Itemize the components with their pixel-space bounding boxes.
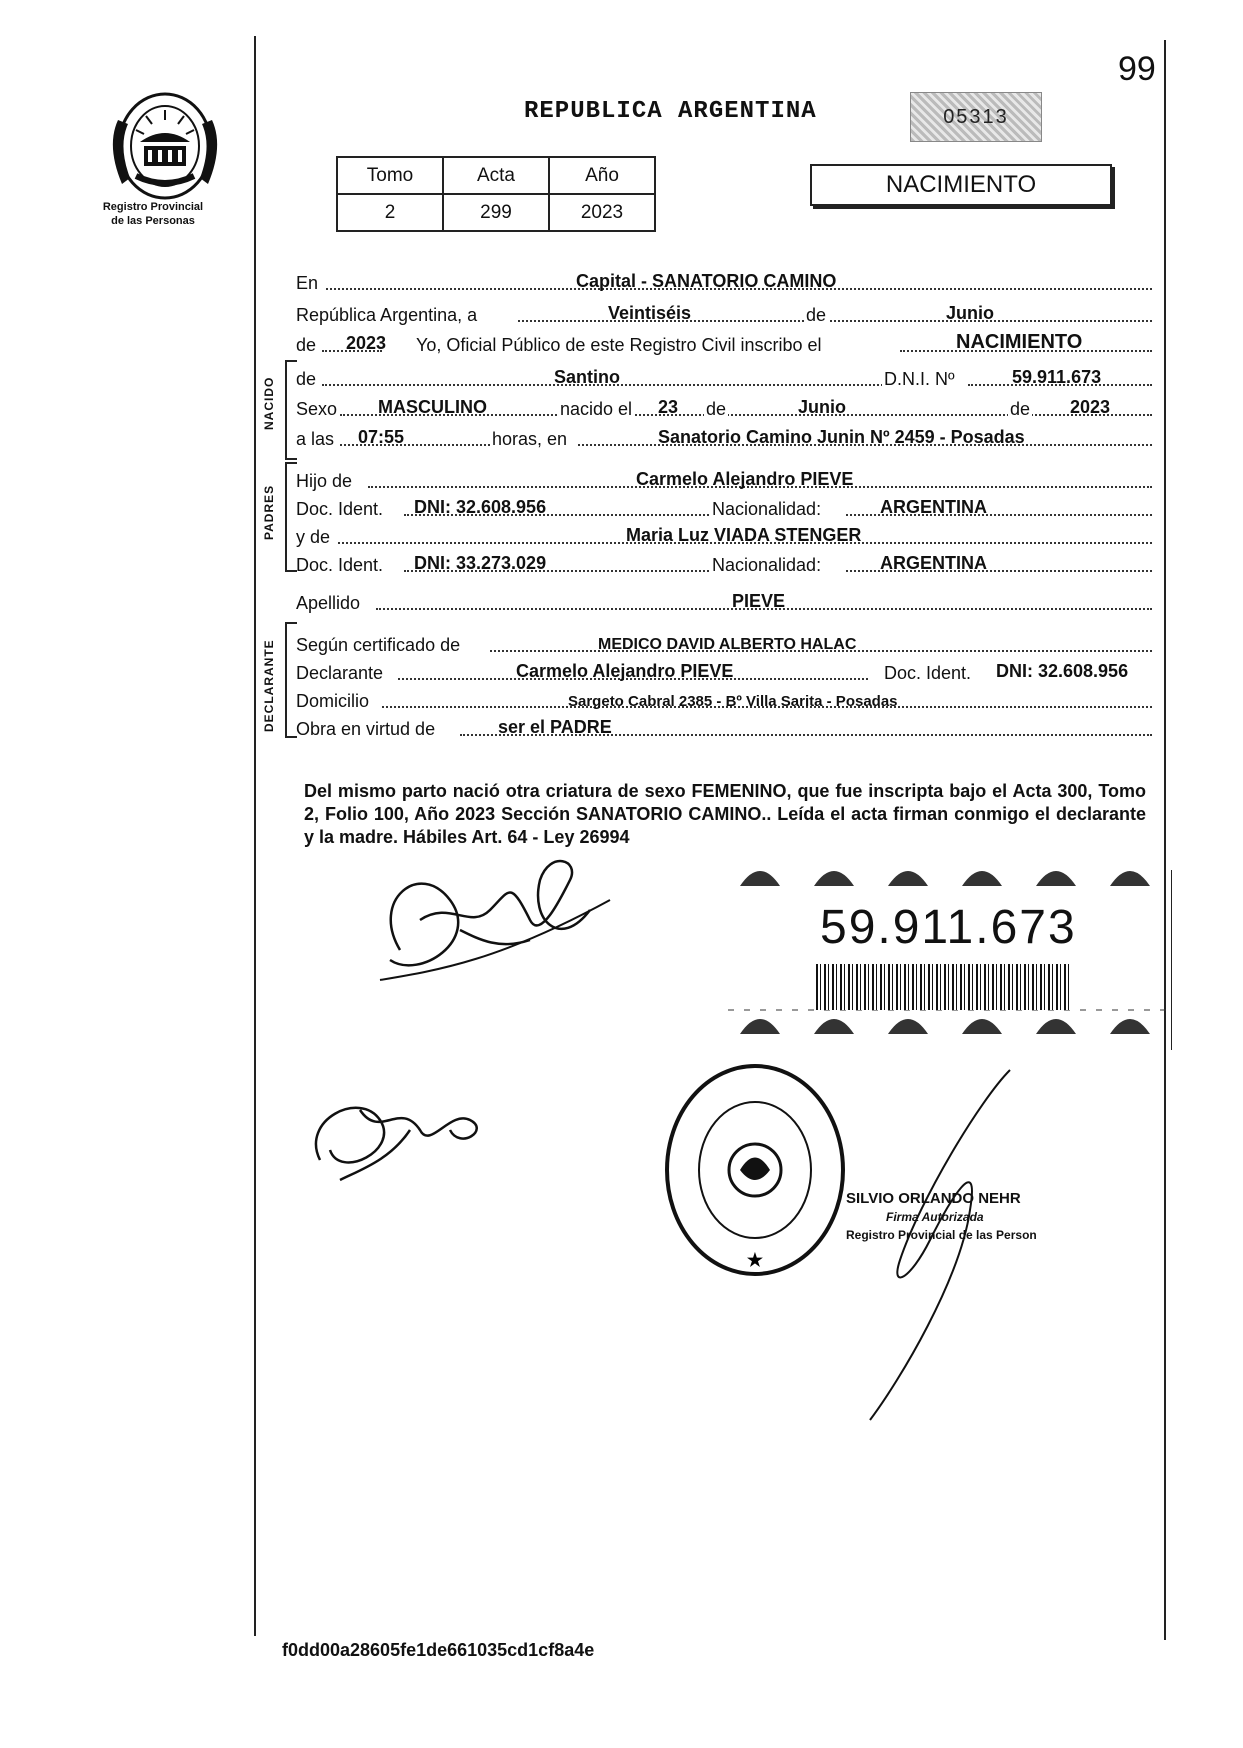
label-de3: de bbox=[296, 369, 317, 389]
registry-value-row bbox=[337, 194, 655, 231]
security-serial bbox=[910, 92, 1042, 142]
value-nac-mes: Junio bbox=[798, 397, 846, 417]
label-de5: de bbox=[1010, 399, 1031, 419]
value-declarante: Carmelo Alejandro PIEVE bbox=[516, 661, 734, 681]
document-hash: f0dd00a28605fe1de661035cd1cf8a4e bbox=[282, 1640, 595, 1660]
row-padre bbox=[296, 464, 1154, 492]
value-sexo: MASCULINO bbox=[378, 397, 487, 417]
row-fecha bbox=[296, 298, 1154, 326]
registry-header-row bbox=[337, 157, 655, 194]
label-hijo-de: Hijo de bbox=[296, 471, 353, 491]
registry-acta: 299 bbox=[443, 194, 549, 231]
label-y-de: y de bbox=[296, 527, 331, 547]
value-apellido: PIEVE bbox=[732, 591, 786, 611]
value-nac-dia: 23 bbox=[658, 397, 679, 417]
value-declarante-doc: DNI: 32.608.956 bbox=[996, 661, 1129, 681]
label-de2: de bbox=[296, 335, 317, 355]
serial-number: 05313 bbox=[943, 106, 1009, 128]
value-anio: 2023 bbox=[346, 333, 387, 353]
label-yo: Yo, Oficial Público de este Registro Civil inscribo el bbox=[416, 335, 822, 355]
registry-header-tomo: Tomo bbox=[337, 157, 443, 194]
official-role: Firma Autorizada bbox=[886, 1210, 984, 1224]
issuer-caption bbox=[88, 200, 218, 228]
row-hora bbox=[296, 422, 1154, 450]
registry-anio: 2023 bbox=[549, 194, 655, 231]
label-doc-ident-2: Doc. Ident. bbox=[296, 555, 384, 575]
row-nombre bbox=[296, 362, 1154, 390]
value-dni: 59.911.673 bbox=[1012, 367, 1102, 387]
label-nacido-el: nacido el bbox=[560, 399, 633, 419]
row-madre bbox=[296, 520, 1154, 548]
official-name: SILVIO ORLANDO NEHR bbox=[846, 1190, 1021, 1207]
value-nac-anio: 2023 bbox=[1070, 397, 1111, 417]
registry-table bbox=[336, 156, 656, 232]
row-certificado bbox=[296, 628, 1154, 656]
row-apellido bbox=[296, 586, 1154, 614]
section-declarante: DECLARANTE bbox=[262, 639, 276, 732]
value-madre-nac: ARGENTINA bbox=[880, 553, 987, 573]
document-type-box: NACIMIENTO bbox=[810, 164, 1112, 206]
label-doc-ident: Doc. Ident. bbox=[296, 499, 384, 519]
barcode bbox=[816, 964, 1072, 1010]
value-padre: Carmelo Alejandro PIEVE bbox=[636, 469, 854, 489]
value-madre-doc: DNI: 33.273.029 bbox=[414, 553, 547, 573]
label-a-las: a las bbox=[296, 429, 335, 449]
official-signature bbox=[360, 840, 630, 995]
registry-header-anio: Año bbox=[549, 157, 655, 194]
security-id-strip bbox=[728, 860, 1172, 1050]
id-number-printed: 59.911.673 bbox=[820, 901, 1077, 954]
label-obra: Obra en virtud de bbox=[296, 719, 436, 739]
value-mes: Junio bbox=[946, 303, 994, 323]
observations-note: Del mismo parto nació otra criatura de sexo FEMENINO, que fue inscripta bajo el Acta 300, Tomo 2, Folio 100, Año 2023 Sección SANATORIO CAMINO.. Leída el acta firman conmigo el declarante y la madre. Hábiles Art. 64 - Ley 26994 bbox=[304, 781, 1146, 847]
label-doc-ident-3: Doc. Ident. bbox=[884, 663, 972, 683]
label-dni: D.N.I. Nº bbox=[884, 369, 955, 389]
registry-tomo: 2 bbox=[337, 194, 443, 231]
label-en: En bbox=[296, 273, 319, 293]
authorized-signature bbox=[860, 1060, 1060, 1445]
label-declarante: Declarante bbox=[296, 663, 384, 683]
section-padres: PADRES bbox=[262, 484, 276, 540]
value-nombre: Santino bbox=[554, 367, 620, 387]
declarant-signature bbox=[300, 1070, 500, 1195]
registry-header-acta: Acta bbox=[443, 157, 549, 194]
label-nacionalidad: Nacionalidad: bbox=[712, 499, 822, 519]
value-dia: Veintiséis bbox=[608, 303, 692, 323]
label-republica: República Argentina, a bbox=[296, 305, 478, 325]
label-nacionalidad-2: Nacionalidad: bbox=[712, 555, 822, 575]
value-lugar-nac: Sanatorio Camino Junin Nº 2459 - Posadas bbox=[658, 427, 1025, 447]
label-de: de bbox=[806, 305, 827, 325]
svg-text:★: ★ bbox=[746, 1250, 764, 1270]
row-madre-doc bbox=[296, 548, 1154, 576]
official-stamp bbox=[660, 1060, 850, 1285]
label-domicilio: Domicilio bbox=[296, 691, 370, 711]
country-title: REPUBLICA ARGENTINA bbox=[524, 98, 817, 125]
value-padre-doc: DNI: 32.608.956 bbox=[414, 497, 547, 517]
provincial-seal-logo bbox=[100, 80, 230, 208]
issuer-line-2: de las Personas bbox=[111, 215, 195, 227]
value-obra: ser el PADRE bbox=[498, 717, 612, 737]
label-sexo: Sexo bbox=[296, 399, 338, 419]
row-obra bbox=[296, 712, 1154, 740]
left-margin-line bbox=[254, 36, 256, 1636]
issuer-line-1: Registro Provincial bbox=[102, 201, 204, 213]
row-lugar bbox=[296, 266, 1154, 294]
row-acto bbox=[296, 328, 1154, 356]
value-domicilio: Sargeto Cabral 2385 - Bº Villa Sarita - Posadas bbox=[568, 693, 898, 710]
value-hora: 07:55 bbox=[358, 427, 405, 447]
right-margin-line bbox=[1164, 40, 1166, 1640]
value-lugar: Capital - SANATORIO CAMINO bbox=[576, 271, 837, 291]
label-segun: Según certificado de bbox=[296, 635, 461, 655]
row-declarante bbox=[296, 656, 1154, 684]
page-number: 99 bbox=[1118, 50, 1156, 88]
value-padre-nac: ARGENTINA bbox=[880, 497, 987, 517]
section-nacido: NACIDO bbox=[262, 376, 276, 430]
value-certificado: MEDICO DAVID ALBERTO HALAC bbox=[598, 636, 857, 653]
row-domicilio bbox=[296, 684, 1154, 712]
official-office: Registro Provincial de las Person bbox=[846, 1228, 1037, 1242]
row-padre-doc bbox=[296, 492, 1154, 520]
row-sexo bbox=[296, 392, 1154, 420]
value-acto: NACIMIENTO bbox=[956, 331, 1083, 353]
label-horas-en: horas, en bbox=[492, 429, 568, 449]
label-de4: de bbox=[706, 399, 727, 419]
value-madre: Maria Luz VIADA STENGER bbox=[626, 525, 862, 545]
label-apellido: Apellido bbox=[296, 593, 361, 613]
